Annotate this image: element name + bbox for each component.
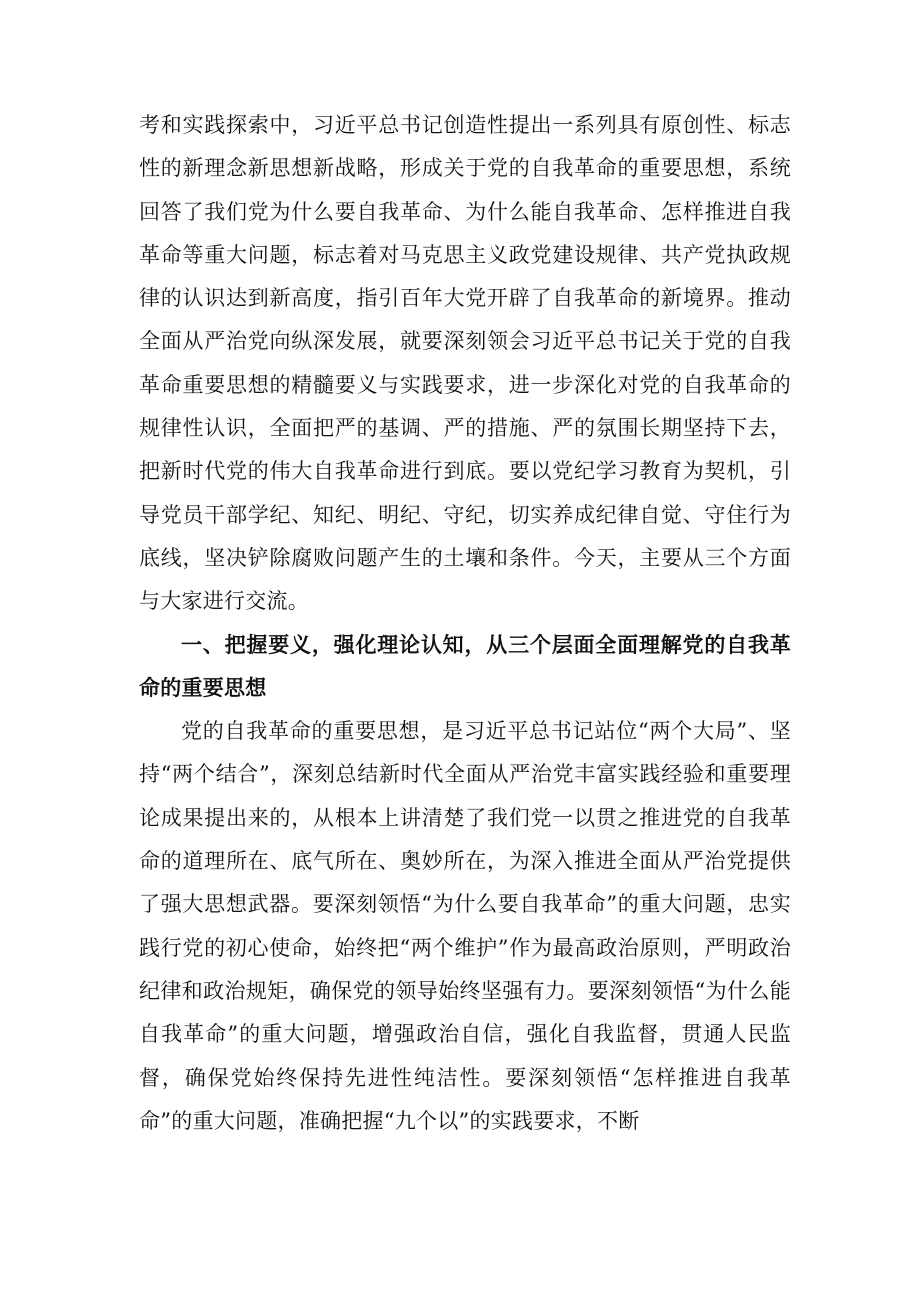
document-body xyxy=(139,104,791,1143)
section-heading-1: 一、把握要义，强化理论认知，从三个层面全面理解党的自我革命的重要思想 xyxy=(139,632,791,700)
paragraph-intro: 考和实践探索中，习近平总书记创造性提出一系列具有原创性、标志性的新理念新思想新战略，形成关于党的自我革命的重要思想，系统回答了我们党为什么要自我革命、为什么能自我革命、怎样推进自我革命等重大问题，标志着对马克思主义政党建设规律、共产党执政规律的认识达到新高度，指引百年大党开辟了自我革命的新境界。推动全面从严治党向纵深发展，就要深刻领会习近平总书记关于党的自我革命重要思想的精髓要义与实践要求，进一步深化对党的自我革命的规律性认识，全面把严的基调、严的措施、严的氛围长期坚持下去，把新时代党的伟大自我革命进行到底。要以党纪学习教育为契机，引导党员干部学纪、知纪、明纪、守纪，切实养成纪律自觉、守住行为底线，坚决铲除腐败问题产生的土壤和条件。今天，主要从三个方面与大家进行交流。 xyxy=(139,113,791,614)
paragraph-section-1: 党的自我革命的重要思想，是习近平总书记站位“两个大局”、坚持“两个结合”，深刻总结新时代全面从严治党丰富实践经验和重要理论成果提出来的，从根本上讲清楚了我们党一以贯之推进党的自我革命的道理所在、底气所在、奥妙所在，为深入推进全面从严治党提供了强大思想武器。要深刻领悟“为什么要自我革命”的重大问题，忠实践行党的初心使命，始终把“两个维护”作为最高政治原则，严明政治纪律和政治规矩，确保党的领导始终坚强有力。要深刻领悟“为什么能自我革命”的重大问题，增强政治自信，强化自我监督，贯通人民监督，确保党始终保持先进性纯洁性。要深刻领悟“怎样推进自我革命”的重大问题，准确把握“九个以”的实践要求，不断 xyxy=(139,719,791,1133)
